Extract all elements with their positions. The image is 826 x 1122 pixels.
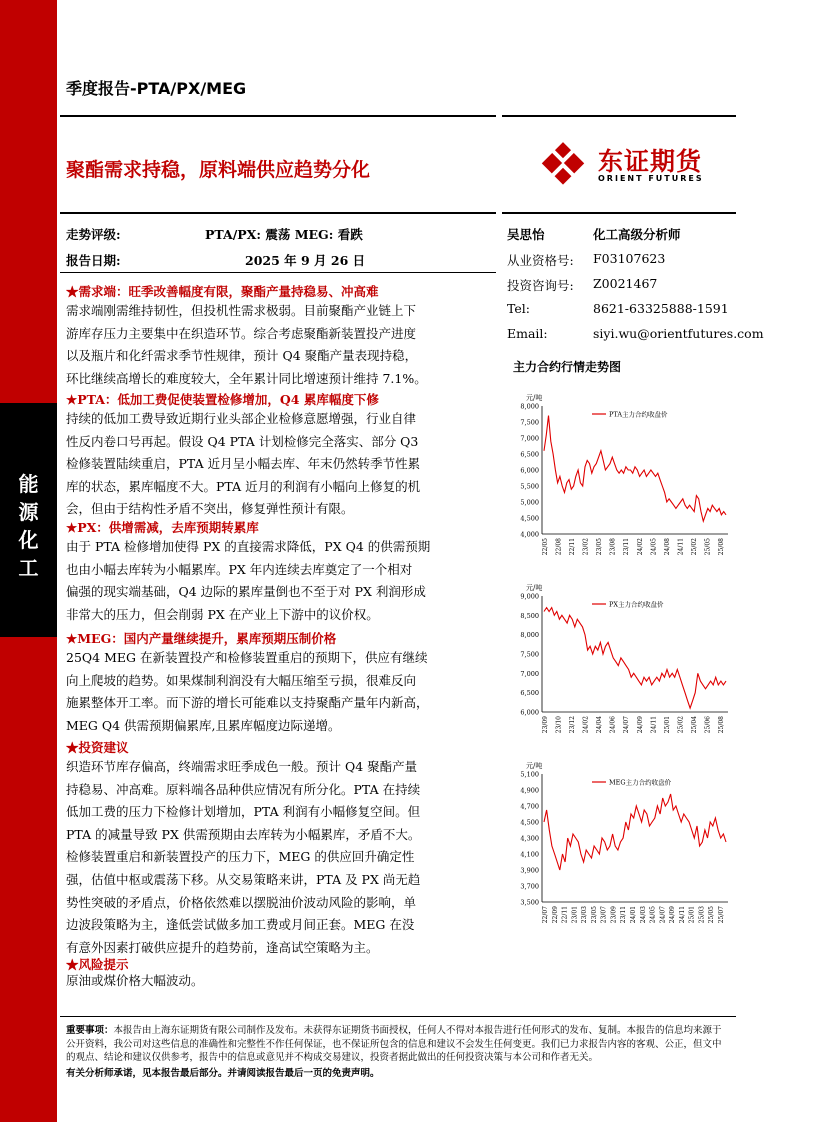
logo-text-en: ORIENT FUTURES: [598, 174, 704, 183]
body-line: 需求端刚需维持韧性，但投机性需求极弱。目前聚酯产业链上下: [66, 303, 417, 318]
meta-rule: [60, 212, 496, 214]
body-line: 性反内卷口号再起。假设 Q4 PTA 计划检修完全落实、部分 Q3: [66, 433, 419, 449]
x-tick-label: 24/02: [636, 538, 644, 556]
x-tick-label: 23/11: [623, 538, 631, 556]
rating-label: 走势评级:: [66, 227, 121, 242]
x-tick-label: 23/01: [571, 906, 579, 924]
y-tick-label: 9,000: [520, 592, 539, 601]
body-line: 势性突破的矛盾点，价格依然难以摆脱油价波动风险的影响，单: [66, 894, 417, 910]
section-body: [66, 970, 491, 993]
x-tick-label: 25/05: [704, 538, 712, 556]
report-type: 季度报告-PTA/PX/MEG: [66, 79, 247, 98]
body-line: 边波段策略为主，逢低尝试做多加工费或月间正套。MEG 在没: [66, 917, 415, 933]
body-line: 25Q4 MEG 在新装置投产和检修装置重启的预期下，供应有继续: [66, 650, 428, 665]
legend-label: PX主力合约收盘价: [609, 600, 664, 609]
x-tick-label: 24/08: [663, 538, 671, 556]
body-line: 持稳易、冲高难。原料端各品种供应情况有所分化。PTA 在持续: [66, 781, 421, 797]
disclaimer: [66, 1024, 726, 1065]
section-heading: ★投资建议: [66, 740, 129, 755]
y-tick-label: 5,100: [520, 770, 539, 779]
date-value: 2025 年 9 月 26 日: [245, 253, 366, 268]
body-line: MEG Q4 供需预期偏累库,且累库幅度边际递增。: [66, 717, 341, 733]
x-tick-label: 25/02: [690, 538, 698, 556]
y-tick-label: 6,000: [520, 466, 539, 475]
body-line: 有意外因素打破供应提升的趋势前，逢高试空策略为主。: [66, 939, 379, 955]
side-bar: [0, 0, 57, 1122]
meta-bottom-rule: [60, 272, 496, 273]
info-value: 8621-63325888-1591: [593, 301, 729, 316]
disclaimer-label: 重要事项：: [66, 1025, 114, 1036]
section-body: [66, 300, 491, 390]
body-line: 检修装置重启和新装置投产的压力下，MEG 的供应回升确定性: [66, 849, 415, 865]
y-tick-label: 6,000: [520, 708, 539, 717]
section-heading: ★PTA：低加工费促使装置检修增加，Q4 累库幅度下修: [66, 392, 379, 407]
y-tick-label: 3,900: [520, 866, 539, 875]
body-line: 偏强的现实端基础，Q4 边际的累库量倒也不至于对 PX 利润形成: [66, 584, 426, 600]
body-line: 低加工费的压力下检修计划增加，PTA 利润有小幅修复空间。但: [66, 804, 421, 820]
body-line: 持续的低加工费导致近期行业头部企业检修意愿增强，行业自律: [66, 411, 417, 426]
x-tick-label: 23/11: [620, 906, 628, 924]
y-tick-label: 8,000: [520, 402, 539, 411]
sector-char: 能: [18, 472, 39, 496]
y-tick-label: 4,000: [520, 530, 539, 539]
price-series-line: [544, 608, 726, 709]
body-line: 游库存压力主要集中在织造环节。综合考虑聚酯新装置投产进度: [66, 325, 417, 341]
rating-value: PTA/PX: 震荡 MEG: 看跌: [205, 227, 363, 242]
chart-px: [506, 580, 734, 744]
info-label: Tel:: [507, 301, 530, 316]
info-value: F03107623: [593, 251, 666, 266]
analyst-name: 吴思怡: [507, 227, 545, 242]
email-link[interactable]: siyi.wu@orientfutures.com: [593, 326, 764, 341]
footer-rule: [60, 1016, 736, 1017]
header-rule: [60, 115, 496, 117]
x-tick-label: 25/07: [718, 906, 725, 924]
x-tick-label: 25/06: [704, 716, 712, 734]
x-tick-label: 25/05: [708, 906, 716, 924]
sector-char: 工: [18, 556, 39, 580]
x-tick-label: 24/05: [650, 538, 658, 556]
y-unit-label: 元/吨: [526, 762, 543, 770]
y-tick-label: 6,500: [520, 689, 539, 698]
analyst-rule: [502, 212, 736, 214]
section-heading: ★需求端：旺季改善幅度有限，聚酯产量持稳易、冲高难: [66, 284, 379, 299]
body-line: PTA 的减量导致 PX 供需预期由去库转为小幅累库，矛盾不大。: [66, 826, 421, 842]
section-heading: ★MEG：国内产量继续提升，累库预期压制价格: [66, 631, 337, 646]
x-tick-label: 22/08: [555, 538, 563, 556]
headline: 聚酯需求持稳，原料端供应趋势分化: [66, 159, 371, 181]
x-tick-label: 22/11: [561, 906, 569, 924]
header-rule-right: [502, 115, 736, 117]
y-tick-label: 8,000: [520, 631, 539, 640]
y-tick-label: 5,500: [520, 482, 539, 491]
x-tick-label: 24/02: [582, 716, 590, 734]
x-tick-label: 23/02: [582, 538, 590, 556]
y-tick-label: 4,100: [520, 850, 539, 859]
info-label: 投资咨询号:: [507, 278, 574, 293]
y-tick-label: 4,900: [520, 786, 539, 795]
section-body: [66, 756, 491, 959]
x-tick-label: 24/07: [659, 906, 667, 924]
side-bar-red-top: [0, 0, 57, 403]
x-tick-label: 23/10: [555, 716, 563, 734]
x-tick-label: 23/09: [610, 906, 618, 924]
x-tick-label: 25/01: [688, 906, 696, 924]
x-tick-label: 24/05: [649, 906, 657, 924]
body-line: 向上爬坡的趋势。如果煤制利润没有大幅压缩至亏损，很难反向: [66, 672, 417, 688]
section-heading: ★风险提示: [66, 957, 129, 972]
x-tick-label: 24/07: [623, 716, 631, 734]
x-tick-label: 23/08: [609, 538, 617, 556]
x-tick-label: 23/09: [542, 716, 549, 734]
y-tick-label: 7,000: [520, 434, 539, 443]
x-tick-label: 22/11: [569, 538, 577, 556]
body-line: 也由小幅去库转为小幅累库。PX 年内连续去库奠定了一个相对: [66, 561, 413, 577]
x-tick-label: 25/01: [663, 716, 671, 734]
y-tick-label: 3,700: [520, 882, 539, 891]
y-tick-label: 3,500: [520, 898, 539, 907]
x-tick-label: 23/12: [569, 716, 577, 734]
body-line: 库的状态，累库幅度不大。PTA 近月的利润有小幅向上修复的机: [66, 478, 421, 494]
x-tick-label: 24/04: [596, 716, 604, 734]
x-tick-label: 24/11: [678, 906, 686, 924]
sector-char: 化: [18, 528, 39, 552]
company-logo: [540, 140, 720, 190]
logo-text-cn: 东证期货: [598, 147, 703, 176]
y-tick-label: 4,300: [520, 834, 539, 843]
x-tick-label: 24/11: [677, 538, 685, 556]
x-tick-label: 24/06: [609, 716, 617, 734]
x-tick-label: 25/03: [698, 906, 706, 924]
section-body: [66, 536, 491, 626]
x-tick-label: 23/03: [581, 906, 589, 924]
x-tick-label: 23/07: [600, 906, 608, 924]
x-tick-label: 25/08: [718, 538, 725, 556]
body-line: 检修装置陆续重启，PTA 近月呈小幅去库、年末仍然转季节性累: [66, 456, 421, 472]
y-tick-label: 5,000: [520, 498, 539, 507]
y-tick-label: 7,500: [520, 650, 539, 659]
x-tick-label: 22/07: [542, 906, 549, 924]
price-series-line: [544, 416, 726, 522]
body-line: 施累整体开工率。而下游的增长可能难以支持聚酯产量年内新高，: [66, 695, 429, 711]
x-tick-label: 22/05: [542, 538, 549, 556]
analyst-title: 化工高级分析师: [593, 227, 681, 242]
x-tick-label: 25/02: [677, 716, 685, 734]
y-tick-label: 7,500: [520, 418, 539, 427]
section-body: [66, 408, 491, 521]
y-tick-label: 4,500: [520, 514, 539, 523]
price-series-line: [544, 794, 726, 870]
legend-label: MEG主力合约收盘价: [609, 778, 672, 787]
x-tick-label: 24/09: [669, 906, 677, 924]
legend-label: PTA主力合约收盘价: [609, 410, 668, 419]
y-unit-label: 元/吨: [526, 584, 543, 592]
y-tick-label: 4,700: [520, 802, 539, 811]
x-tick-label: 25/08: [718, 716, 725, 734]
info-label: Email:: [507, 326, 548, 341]
y-tick-label: 4,500: [520, 818, 539, 827]
x-tick-label: 23/05: [596, 538, 604, 556]
body-line: 环比继续高增长的难度较大，全年累计同比增速预计维持 7.1%。: [66, 370, 427, 386]
x-tick-label: 23/05: [590, 906, 598, 924]
chart-pta: [506, 390, 734, 566]
body-line: 会，但由于结构性矛盾不突出，修复弹性预计有限。: [66, 501, 354, 517]
body-line: 非常大的压力，但会削弱 PX 在产业上下游中的议价权。: [66, 606, 379, 622]
section-body: [66, 647, 491, 737]
x-tick-label: 24/03: [639, 906, 647, 924]
body-line: 以及瓶片和化纤需求季节性规律，预计 Q4 聚酯产量表现持稳，: [66, 348, 418, 364]
body-line: 原油或煤价格大幅波动。: [66, 973, 204, 988]
body-line: 强，估值中枢或震荡下移。从交易策略来讲，PTA 及 PX 尚无趋: [66, 871, 421, 887]
y-tick-label: 7,000: [520, 669, 539, 678]
y-unit-label: 元/吨: [526, 394, 543, 402]
chart-meg: [506, 758, 734, 934]
info-label: 从业资格号:: [507, 253, 574, 268]
disclaimer-text: 本报告由上海东证期货有限公司制作及发布。未获得东证期货书面授权，任何人不得对本报告进行任何形式的发布、复制。本报告的信息均来源于公开资料，我公司对这些信息的准确性和完整性不作任何保证，也不保证所包含的信息和建议不会发生任何变更。我们已力求报告内容的客观、公正，但文中的观点、结论和建议仅供参考，报告中的信息或意见并不构成交易建议，投资者据此做出的任何投资决策与本公司和作者无关。: [66, 1025, 722, 1063]
y-tick-label: 6,500: [520, 450, 539, 459]
body-line: 由于 PTA 检修增加使得 PX 的直接需求降低，PX Q4 的供需预期: [66, 539, 431, 554]
body-line: 织造环节库存偏高，终端需求旺季成色一般。预计 Q4 聚酯产量: [66, 759, 418, 774]
logo-mark-icon: [540, 140, 590, 186]
sector-label: [0, 470, 57, 582]
analyst-commitment-note: 有关分析师承诺，见本报告最后部分。并请阅读报告最后一页的免责声明。: [66, 1068, 380, 1079]
x-tick-label: 24/11: [650, 716, 658, 734]
x-tick-label: 24/01: [630, 906, 637, 924]
info-value: Z0021467: [593, 276, 658, 291]
date-label: 报告日期:: [66, 253, 121, 268]
x-tick-label: 22/09: [551, 906, 559, 924]
sector-char: 源: [18, 500, 39, 524]
section-heading: ★PX：供增需减，去库预期转累库: [66, 520, 259, 535]
side-bar-red-bottom: [0, 637, 57, 1122]
y-tick-label: 8,500: [520, 611, 539, 620]
chart-section-title: 主力合约行情走势图: [513, 360, 622, 374]
x-tick-label: 24/09: [636, 716, 644, 734]
x-tick-label: 25/04: [690, 716, 698, 734]
